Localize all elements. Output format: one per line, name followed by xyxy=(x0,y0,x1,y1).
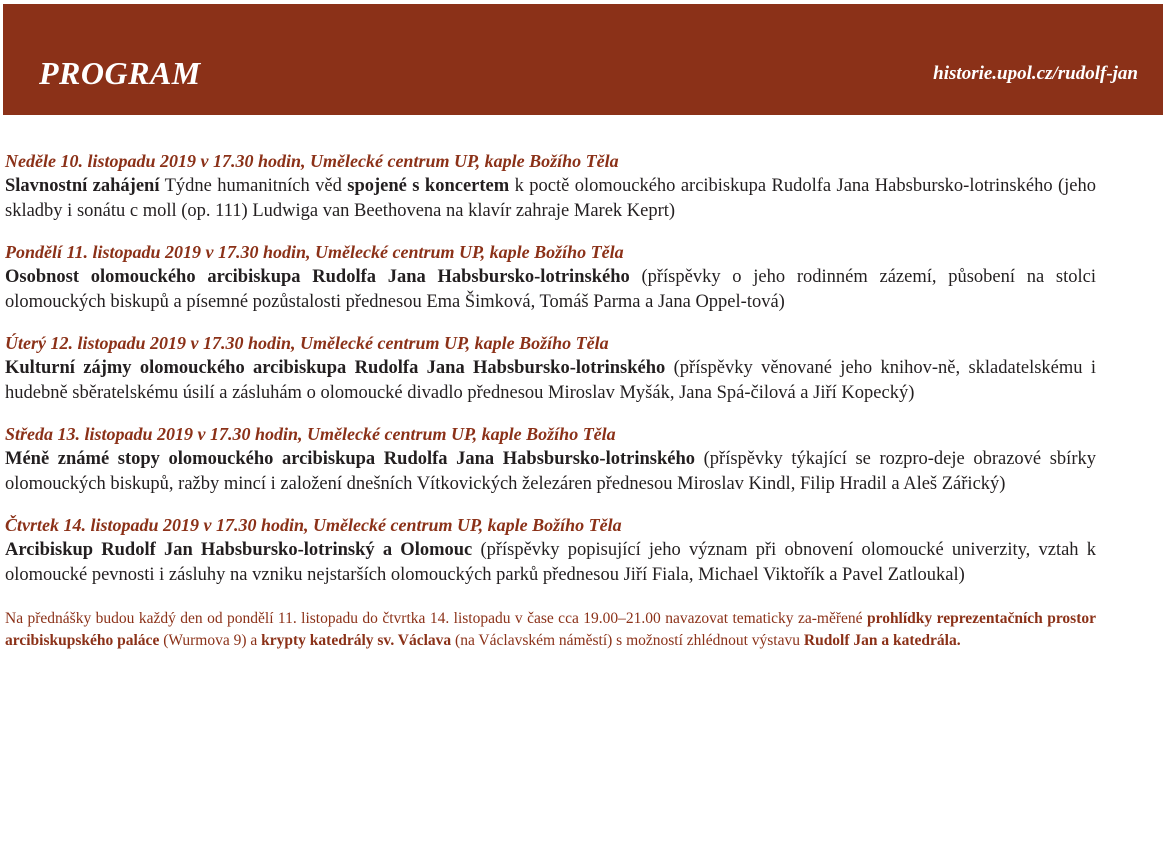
event-title: Méně známé stopy olomouckého arcibiskupa Rudolfa Jana Habsbursko-lotrinského xyxy=(5,449,696,469)
event-text: Týdne humanitních věd xyxy=(159,176,348,196)
header-banner xyxy=(3,4,1163,115)
event-title: Slavnostní zahájení xyxy=(5,176,160,196)
event-date: Neděle 10. listopadu 2019 v 17.30 hodin, Umělecké centrum UP, kaple Božího Těla xyxy=(5,151,619,171)
event-item xyxy=(5,240,1096,315)
note-highlight: krypty katedrály sv. Václava xyxy=(261,632,452,649)
event-description xyxy=(5,265,1096,315)
event-date: Čtvrtek 14. listopadu 2019 v 17.30 hodin, Umělecké centrum UP, kaple Božího Těla xyxy=(5,515,622,535)
event-description xyxy=(5,447,1096,497)
exhibition-name: Rudolf Jan a katedrála. xyxy=(803,632,961,649)
event-item xyxy=(5,149,1096,224)
note-text: (na Václavském náměstí) s možností zhlédnout výstavu xyxy=(451,632,804,649)
event-text: k poctě olomouckého arcibiskupa Rudolfa Jana Habsbursko-lotrinského (jeho skladby i sonátu c moll (op. 111) Ludwiga van Beethovena na klavír zahraje Marek Keprt) xyxy=(5,176,1097,221)
event-title: Osobnost olomouckého arcibiskupa Rudolfa Jana Habsbursko-lotrinského xyxy=(5,267,630,287)
event-date: Pondělí 11. listopadu 2019 v 17.30 hodin, Umělecké centrum UP, kaple Božího Těla xyxy=(5,242,624,262)
note-highlight: prohlídky reprezentačních prostor arcibiskupského paláce xyxy=(5,610,1096,649)
event-title: Kulturní zájmy olomouckého arcibiskupa Rudolfa Jana Habsbursko-lotrinského xyxy=(5,358,666,378)
event-description xyxy=(5,174,1096,224)
event-date: Úterý 12. listopadu 2019 v 17.30 hodin, Umělecké centrum UP, kaple Božího Těla xyxy=(5,333,609,353)
event-text: (příspěvky popisující jeho význam při obnovení olomoucké univerzity, vztah k olomoucké pevnosti i zásluhy na vzniku nejstarších olomouckých parků přednesou Jiří Fiala, Michael Viktořík a Pavel Zatloukal) xyxy=(5,540,1096,585)
event-title: Arcibiskup Rudolf Jan Habsbursko-lotrinský a Olomouc xyxy=(5,540,473,560)
tour-note xyxy=(5,608,1096,652)
note-text: (Wurmova 9) a xyxy=(159,632,262,649)
website-url: historie.upol.cz/rudolf-jan xyxy=(933,63,1138,84)
event-item xyxy=(5,513,1096,588)
event-item xyxy=(5,331,1096,406)
program-content xyxy=(5,149,1096,652)
event-highlight: spojené s koncertem xyxy=(347,176,510,196)
event-text: (příspěvky o jeho rodinném zázemí, působení na stolci olomouckých biskupů a písemné pozůstalosti přednesou Ema Šimková, Tomáš Parma a Jana Oppel-tová) xyxy=(5,267,1096,312)
event-text: (příspěvky týkající se rozpro-deje obrazové sbírky olomouckých biskupů, ražby mincí i založení dnešních Vítkovických železáren přednesou Miroslav Kindl, Filip Hradil a Aleš Zářický) xyxy=(5,449,1096,494)
page-title: PROGRAM xyxy=(39,55,201,91)
event-description xyxy=(5,356,1096,406)
event-date: Středa 13. listopadu 2019 v 17.30 hodin, Umělecké centrum UP, kaple Božího Těla xyxy=(5,424,616,444)
event-item xyxy=(5,422,1096,497)
event-description xyxy=(5,538,1096,588)
event-text: (příspěvky věnované jeho knihov-ně, skladatelskému i hudebně sběratelskému úsilí a zásluhám o olomoucké divadlo přednesou Miroslav Myšák, Jana Spá-čilová a Jiří Kopecký) xyxy=(5,358,1096,403)
note-text: Na přednášky budou každý den od pondělí 11. listopadu do čtvrtka 14. listopadu v čase cca 19.00–21.00 navazovat tematicky za-měřené xyxy=(5,610,867,627)
